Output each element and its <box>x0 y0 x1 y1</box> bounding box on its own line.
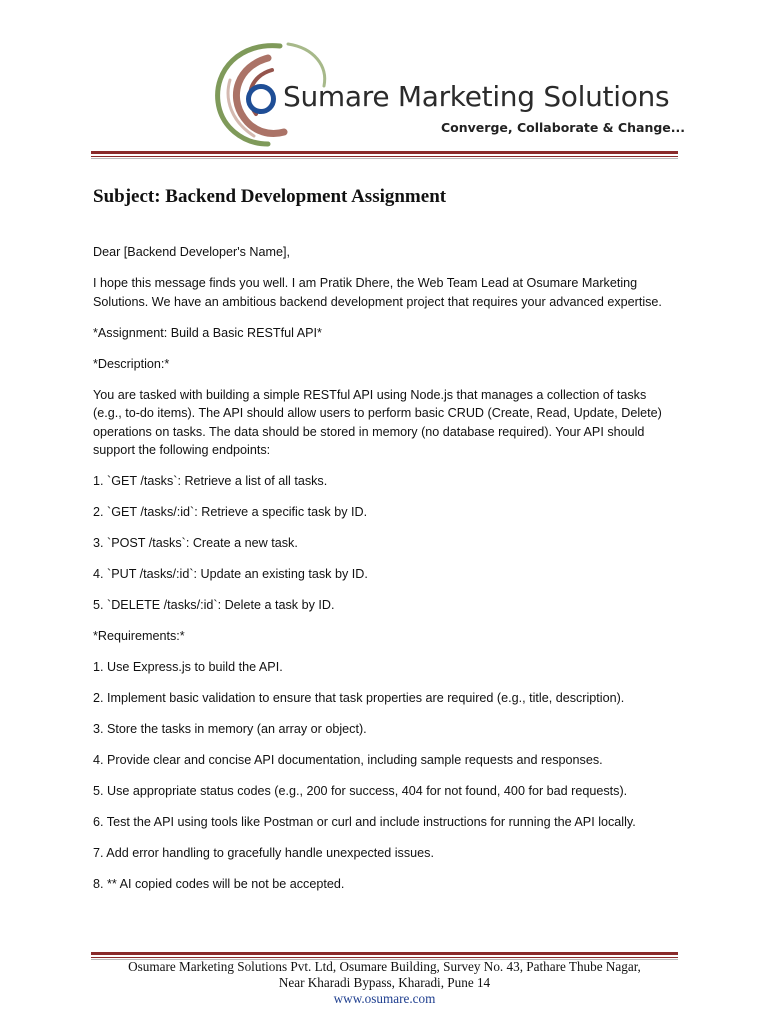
letter-body <box>93 243 678 906</box>
intro-paragraph: I hope this message finds you well. I am Pratik Dhere, the Web Team Lead at Osumare Marketing Solutions. We have an ambitious backend development project that requires your advanced expertise. <box>93 275 662 309</box>
endpoint-item: 2. `GET /tasks/:id`: Retrieve a specific task by ID. <box>93 505 368 520</box>
footer <box>91 959 678 1007</box>
endpoint-item: 3. `POST /tasks`: Create a new task. <box>93 536 298 551</box>
greeting: Dear [Backend Developer's Name], <box>93 245 290 259</box>
letter-subject: Subject: Backend Development Assignment <box>93 186 447 207</box>
description-paragraph: You are tasked with building a simple RESTful API using Node.js that manages a collection of tasks (e.g., to-do items). The API should allow users to perform basic CRUD (Create, Read, Update, Delete) operations on tasks. The data should be stored in memory (no database required). Your API should support the following endpoints: <box>93 387 662 458</box>
assignment-title: *Assignment: Build a Basic RESTful API* <box>93 325 322 340</box>
requirement-item: 7. Add error handling to gracefully handle unexpected issues. <box>93 846 434 861</box>
header-divider <box>91 151 678 159</box>
endpoint-item: 4. `PUT /tasks/:id`: Update an existing task by ID. <box>93 567 368 582</box>
requirement-item: 5. Use appropriate status codes (e.g., 200 for success, 404 for not found, 400 for bad requests). <box>93 784 628 799</box>
requirement-item: 6. Test the API using tools like Postman or curl and include instructions for running the API locally. <box>93 815 636 830</box>
requirement-item: 2. Implement basic validation to ensure that task properties are required (e.g., title, description). <box>93 691 625 706</box>
requirement-item: 3. Store the tasks in memory (an array or object). <box>93 722 367 737</box>
logo-o-ring <box>246 84 276 114</box>
endpoint-item: 1. `GET /tasks`: Retrieve a list of all tasks. <box>93 474 328 489</box>
footer-address-line-2: Near Kharadi Bypass, Kharadi, Pune 14 <box>278 975 491 990</box>
requirement-item: 1. Use Express.js to build the API. <box>93 660 283 675</box>
requirement-item: 4. Provide clear and concise API documentation, including sample requests and responses. <box>93 753 603 768</box>
footer-website-link[interactable]: www.osumare.com <box>333 991 436 1006</box>
requirement-item: 8. ** AI copied codes will be not be accepted. <box>93 877 345 892</box>
footer-address-line-1: Osumare Marketing Solutions Pvt. Ltd, Osumare Building, Survey No. 43, Pathare Thube Nagar, <box>128 959 641 974</box>
requirements-heading: *Requirements:* <box>93 629 185 644</box>
endpoint-item: 5. `DELETE /tasks/:id`: Delete a task by ID. <box>93 598 335 613</box>
company-name: Sumare Marketing Solutions <box>283 80 670 113</box>
description-heading: *Description:* <box>93 356 170 371</box>
company-tagline: Converge, Collaborate & Change... <box>441 120 686 135</box>
